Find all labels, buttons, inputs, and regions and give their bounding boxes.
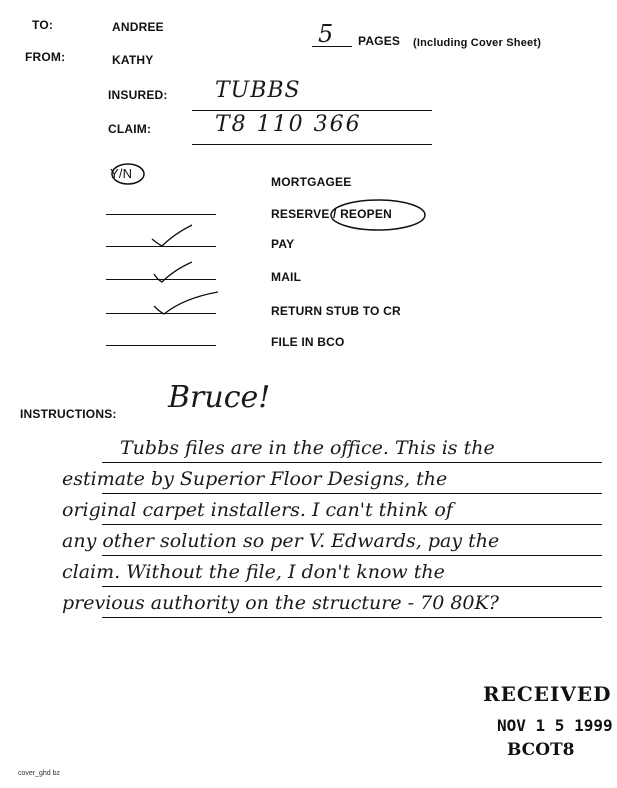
instructions-rule-2 bbox=[102, 493, 602, 494]
instructions-rule-3 bbox=[102, 524, 602, 525]
insured-line bbox=[192, 110, 432, 111]
checklist-label-return-stub: RETURN STUB TO CR bbox=[271, 304, 401, 318]
checklist-label-reopen: / REOPEN bbox=[333, 207, 392, 221]
yn-circle bbox=[104, 160, 146, 188]
pages-label: PAGES bbox=[358, 34, 401, 48]
instructions-rule-1 bbox=[102, 462, 602, 463]
instructions-line-3: original carpet installers. I can't think of bbox=[62, 499, 453, 521]
return-stub-checkmark-icon bbox=[150, 288, 220, 316]
pages-count-underline bbox=[312, 46, 352, 47]
claim-value: T8 110 366 bbox=[215, 112, 362, 137]
received-stamp-title: RECEIVED bbox=[483, 682, 612, 706]
pages-count: 5 bbox=[318, 20, 334, 48]
instructions-line-4: any other solution so per V. Edwards, pay the bbox=[62, 530, 500, 552]
instructions-line-2: estimate by Superior Floor Designs, the bbox=[62, 468, 448, 490]
from-value: KATHY bbox=[112, 53, 154, 67]
checklist-label-reserve: RESERVE bbox=[271, 207, 330, 221]
pay-checkmark-icon bbox=[150, 222, 196, 248]
instructions-line-1: Tubbs files are in the office. This is the bbox=[120, 437, 495, 459]
footer-code: cover_ghd bz bbox=[18, 770, 61, 777]
checklist-label-file-in-bco: FILE IN BCO bbox=[271, 335, 345, 349]
claim-line bbox=[192, 144, 432, 145]
instructions-greeting: Bruce! bbox=[168, 380, 271, 415]
instructions-rule-4 bbox=[102, 555, 602, 556]
instructions-line-5: claim. Without the file, I don't know the bbox=[62, 561, 445, 583]
claim-label: CLAIM: bbox=[108, 122, 152, 136]
received-stamp-date: NOV 1 5 1999 bbox=[497, 716, 613, 735]
to-value: ANDREE bbox=[112, 20, 164, 34]
instructions-line-6: previous authority on the structure - 70 80K? bbox=[62, 592, 499, 614]
insured-value: TUBBS bbox=[215, 78, 301, 103]
insured-label: INSURED: bbox=[108, 88, 168, 102]
checklist-line-reserve bbox=[106, 214, 216, 215]
instructions-rule-6 bbox=[102, 617, 602, 618]
instructions-label: INSTRUCTIONS: bbox=[20, 407, 117, 421]
received-stamp-code: BCOT8 bbox=[507, 740, 575, 760]
checklist-label-pay: PAY bbox=[271, 237, 295, 251]
to-label: TO: bbox=[32, 18, 54, 32]
mail-checkmark-icon bbox=[152, 258, 198, 284]
checklist-label-mail: MAIL bbox=[271, 270, 302, 284]
reopen-circle bbox=[328, 196, 428, 234]
checklist-line-file-in-bco bbox=[106, 345, 216, 346]
pages-note: (Including Cover Sheet) bbox=[413, 37, 542, 49]
from-label: FROM: bbox=[25, 50, 66, 64]
checklist-label-mortgagee: MORTGAGEE bbox=[271, 175, 352, 189]
instructions-rule-5 bbox=[102, 586, 602, 587]
yn-label: Y/N bbox=[110, 166, 133, 181]
